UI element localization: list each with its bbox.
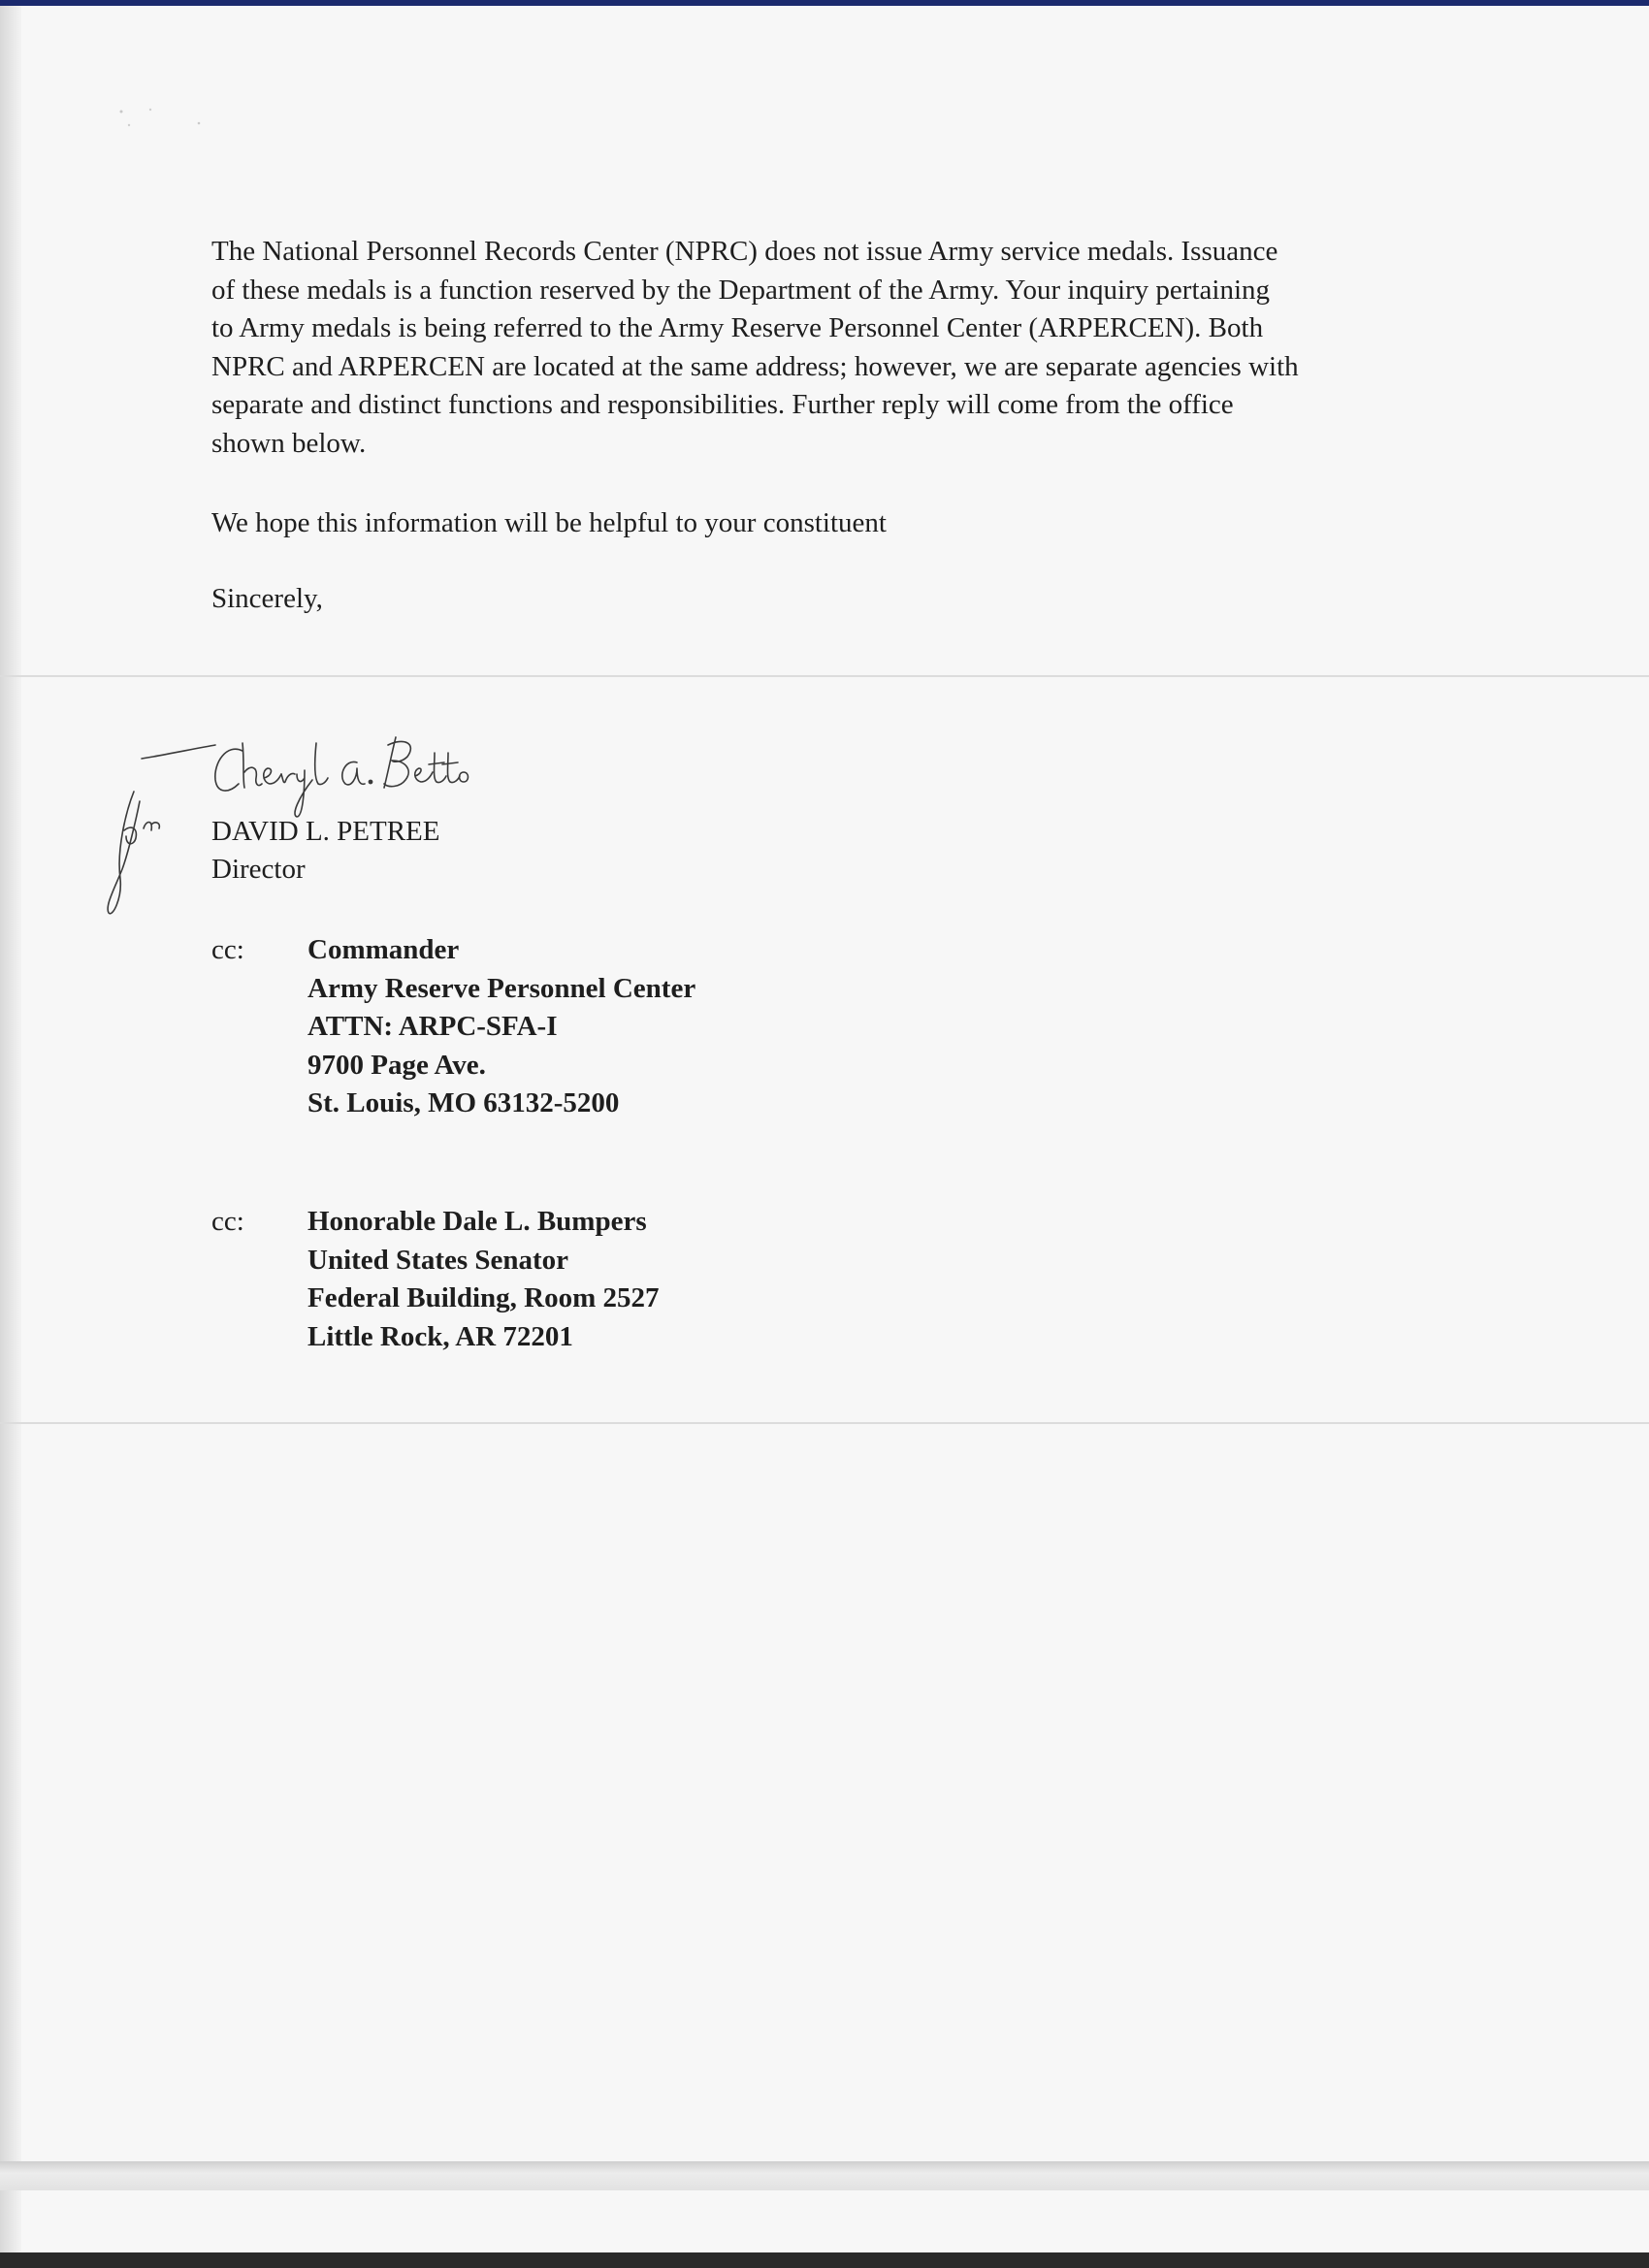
letter-paragraph-2: We hope this information will be helpful to your constituent [211,507,887,538]
cc-label: cc: [211,1206,244,1237]
address-line: Honorable Dale L. Bumpers [307,1206,647,1237]
letter-closing: Sincerely, [211,583,323,614]
address-line: Commander [307,934,460,965]
letter-page [0,6,1649,2264]
scan-edge [0,2161,1649,2190]
address-line: Army Reserve Personnel Center [307,972,696,1004]
cc-label: cc: [211,934,244,965]
signer-title: Director [211,854,306,885]
address-line: Federal Building, Room 2527 [307,1282,660,1313]
cc-address [307,1203,1083,1356]
letter-paragraph-1 [211,233,1472,463]
fold-line [0,675,1649,677]
paragraph-line: NPRC and ARPERCEN are located at the same address; however, we are separate agencies with [211,350,1299,382]
address-line: 9700 Page Ave. [307,1049,486,1081]
scan-artifact [112,98,209,137]
signature-block [211,813,439,889]
paragraph-line: shown below. [211,427,367,459]
cc-address [307,931,1083,1123]
address-line: St. Louis, MO 63132-5200 [307,1087,620,1118]
paragraph-line: separate and distinct functions and responsibilities. Further reply will come from the office [211,389,1234,420]
address-line: ATTN: ARPC-SFA-I [307,1011,558,1042]
signer-name: DAVID L. PETREE [211,816,440,847]
scan-border [0,2252,1649,2268]
fold-line [0,1422,1649,1424]
paragraph-line: The National Personnel Records Center (NPRC) does not issue Army service medals. Issuance [211,236,1278,267]
address-line: United States Senator [307,1244,569,1276]
paragraph-line: of these medals is a function reserved by the Department of the Army. Your inquiry pertaining [211,274,1270,306]
paragraph-line: to Army medals is being referred to the Army Reserve Personnel Center (ARPERCEN). Both [211,312,1264,343]
address-line: Little Rock, AR 72201 [307,1320,573,1352]
